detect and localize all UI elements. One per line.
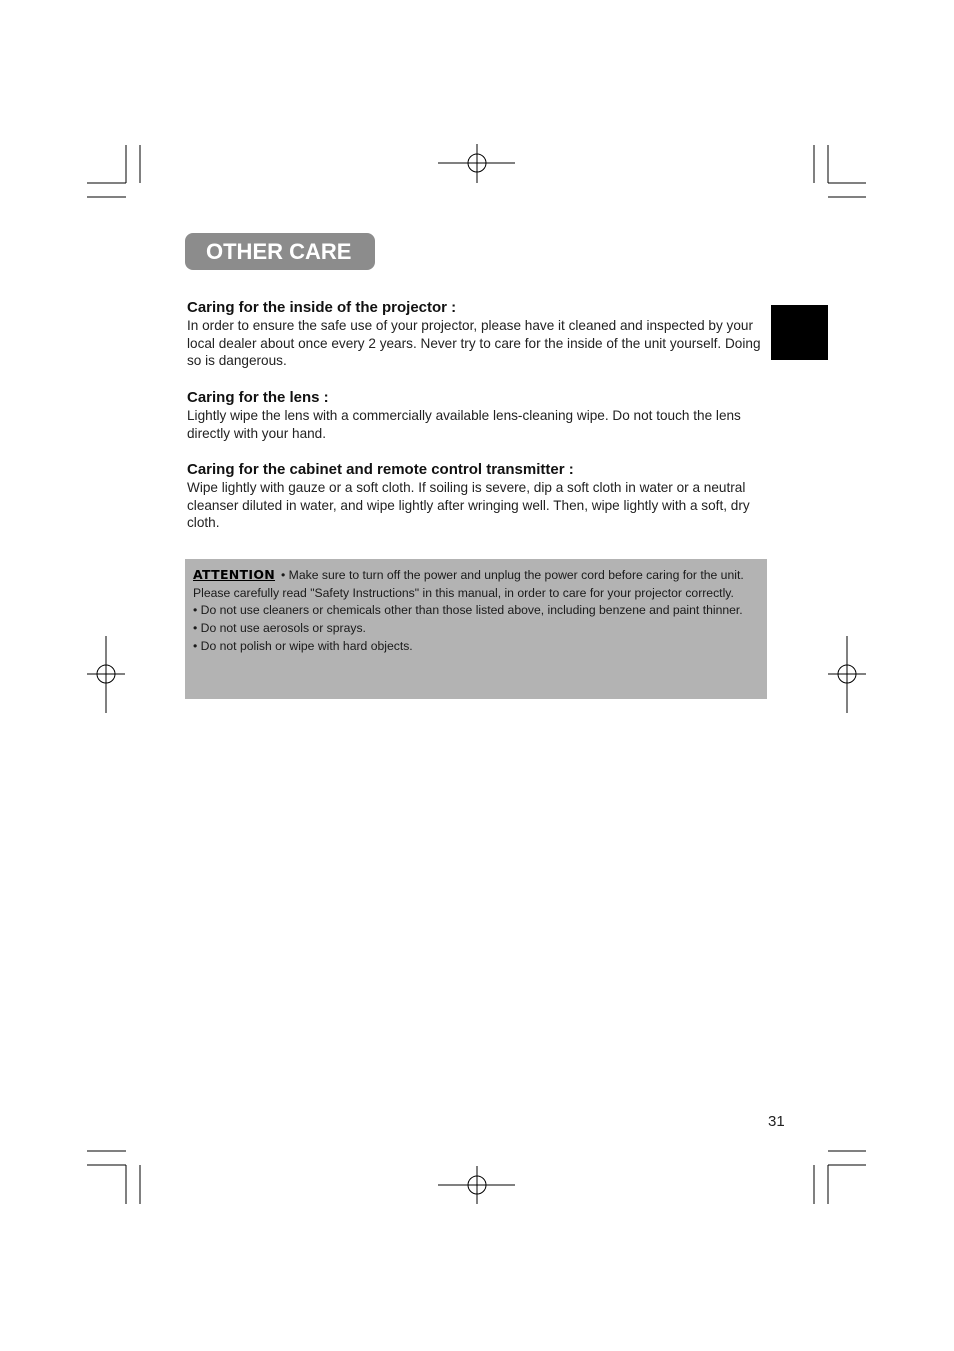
section-lens: [187, 388, 767, 442]
section-inside-projector: [187, 298, 767, 370]
section-heading: Caring for the lens :: [187, 389, 329, 406]
section-body: Wipe lightly with gauze or a soft cloth. If soiling is severe, dip a soft cloth in water or a neutral cleanser diluted in water, and wipe lightly after wringing well. Then, wipe lightly with a soft, dry cloth.: [187, 480, 750, 531]
section-cabinet-remote: [187, 460, 767, 532]
section-heading: Caring for the cabinet and remote control transmitter :: [187, 461, 574, 478]
page-title: OTHER CARE: [185, 233, 375, 270]
section-heading: Caring for the inside of the projector :: [187, 299, 457, 316]
section-tab-marker: [771, 305, 828, 360]
attention-bullet: • Do not use aerosols or sprays.: [193, 621, 366, 636]
attention-bullet: • Do not polish or wipe with hard objects.: [193, 638, 413, 653]
page-number: 31: [768, 1113, 785, 1130]
section-body: In order to ensure the safe use of your projector, please have it cleaned and inspected by your local dealer about once every 2 years. Never try to care for the inside of the unit yourself. Doing so is dangerous.: [187, 318, 761, 369]
section-body: Lightly wipe the lens with a commercially available lens-cleaning wipe. Do not touch the lens directly with your hand.: [187, 408, 741, 441]
attention-bullet: • Do not use cleaners or chemicals other than those listed above, including benzene and paint thinner.: [193, 603, 743, 618]
attention-box: [185, 559, 767, 699]
attention-first-text: • Make sure to turn off the power and unplug the power cord before caring for the unit. Please carefully read "Safety Instructions" in this manual, in order to care for your projector correctly.: [193, 568, 744, 600]
attention-label: ATTENTION: [193, 567, 276, 582]
attention-first-item: [193, 566, 761, 602]
